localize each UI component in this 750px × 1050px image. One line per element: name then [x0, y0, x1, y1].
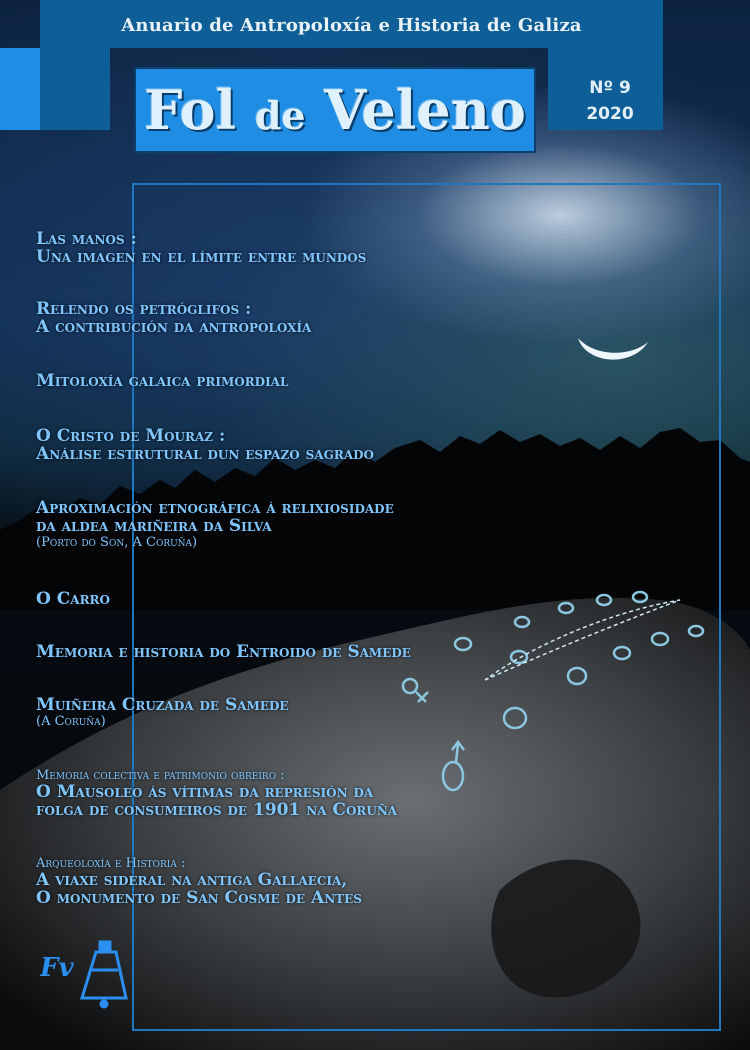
toc-title-line: folga de consumeiros de 1901 na Coruña [36, 800, 398, 820]
toc-title-line: Mitoloxía galaica primordial [36, 371, 289, 391]
toc-note: (A Coruña) [36, 714, 106, 729]
toc-title-line: Aproximación etnográfica á relixiosidade [36, 498, 394, 518]
header-accent-stripe [0, 48, 40, 130]
title-de: de [254, 93, 306, 138]
toc-title-line: O monumento de San Cosme de Antes [36, 888, 362, 908]
bell-icon [82, 942, 126, 1007]
toc-title-line: Análise estrutural dun espazo sagrado [36, 444, 374, 464]
toc-title-line: Las manos : [36, 229, 137, 249]
toc-note: (Porto do Son, A Coruña) [36, 535, 198, 550]
toc-title-line: O Cristo de Mouraz : [36, 426, 226, 446]
toc-title-line: Muiñeira Cruzada de Samede [36, 695, 289, 715]
toc-entry [36, 427, 374, 463]
masthead-title [136, 69, 534, 157]
toc-entry [36, 300, 311, 336]
title-veleno: Veleno [305, 78, 526, 142]
issue-number: Nº 9 [589, 78, 631, 98]
toc-title-line: O Mausoleo ás vítimas da represión da [36, 782, 374, 802]
toc-title-line: O Carro [36, 589, 110, 609]
toc-entry [36, 499, 394, 551]
toc-category: Arqueoloxía e Historia : [36, 856, 186, 871]
toc-entry [36, 856, 362, 907]
toc-entry [36, 768, 397, 819]
issue-year: 2020 [586, 104, 634, 124]
title-fol: Fol [144, 78, 255, 142]
toc-entry [36, 372, 288, 390]
toc-title-line: Memoria e historia do Entroido de Samede [36, 642, 411, 662]
toc-entry [36, 643, 411, 661]
toc-title-line: da aldea mariñeira da Silva [36, 516, 272, 536]
publication-subtitle: Anuario de Antropoloxía e Historia de Galiza [121, 15, 582, 36]
toc-title-line: Una imagen en el límite entre mundos [36, 247, 367, 267]
logo-monogram: Fv [40, 953, 74, 983]
publisher-logo [40, 940, 140, 1010]
toc-entry [36, 230, 366, 266]
toc-entry [36, 590, 110, 608]
toc-title-line: Relendo os petróglifos : [36, 299, 252, 319]
masthead-box [134, 67, 536, 153]
toc-title-line: A viaxe sideral na antiga Gallaecia, [36, 870, 348, 890]
toc-title-line: A contribución da antropoloxía [36, 317, 312, 337]
toc-category: Memoria colectiva e patrimonio obreiro : [36, 768, 285, 783]
toc-entry [36, 696, 289, 730]
